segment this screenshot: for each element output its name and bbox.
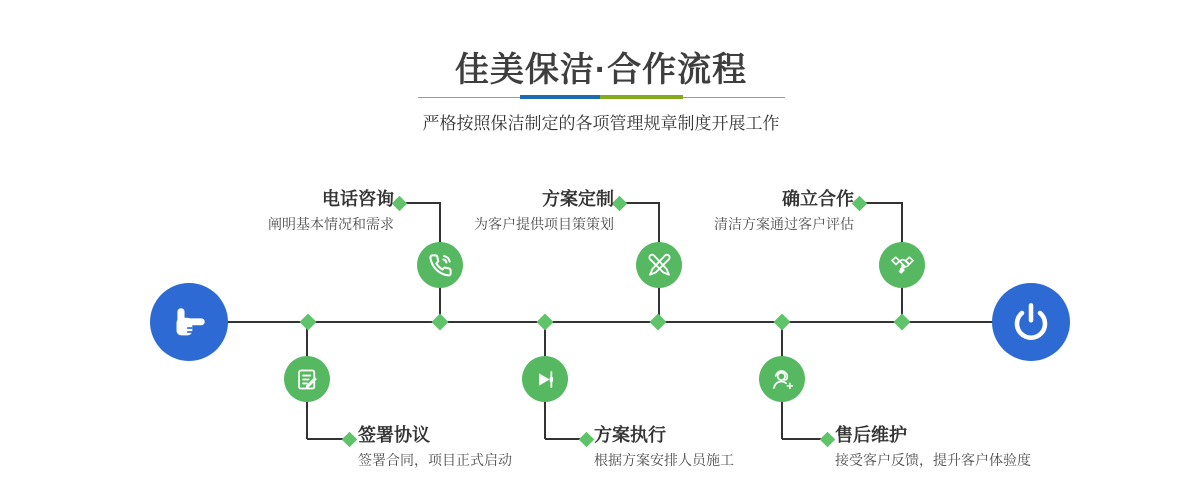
start-node [150,283,228,361]
divider-green-segment [600,95,683,99]
step-label-aftersales [835,426,1031,469]
step-desc: 接受客户反馈，提升客户体验度 [835,451,1031,468]
divider-blue-segment [520,95,600,99]
headset-plus-icon [769,366,796,393]
pointing-hand-icon [168,301,210,343]
junction-diamond [774,314,791,331]
title-divider [418,95,785,100]
end-node [992,283,1070,361]
step-circle-sign [284,356,330,402]
junction-diamond [894,314,911,331]
connector-horizontal [862,202,902,204]
junction-diamond [300,314,317,331]
step-desc: 根据方案安排人员施工 [594,451,734,468]
phone-icon [427,252,454,279]
crossed-pencils-icon [646,252,673,279]
step-circle-aftersales [759,356,805,402]
timeline-main-line [227,321,993,323]
step-title: 确立合作 [782,189,854,209]
step-desc: 清洁方案通过客户评估 [714,215,854,232]
step-title: 签署协议 [358,425,430,445]
step-label-phone [268,190,394,233]
step-circle-plan [636,242,682,288]
step-circle-cooperate [879,242,925,288]
label-diamond [820,432,836,448]
page-subtitle: 严格按照保洁制定的各项管理规章制度开展工作 [422,114,780,133]
step-circle-phone [417,242,463,288]
step-title: 售后维护 [835,425,907,445]
step-label-plan [474,190,614,233]
power-icon [1010,301,1052,343]
label-diamond [392,196,408,212]
play-slider-icon [532,366,559,393]
step-desc: 签署合同，项目正式启动 [358,451,512,468]
step-desc: 阐明基本情况和需求 [268,215,394,232]
junction-diamond [537,314,554,331]
step-title: 方案定制 [542,189,614,209]
page-title: 佳美保洁·合作流程 [454,51,748,89]
step-circle-execute [522,356,568,402]
junction-diamond [432,314,449,331]
document-pen-icon [294,366,321,393]
junction-diamond [650,314,667,331]
step-title: 方案执行 [594,425,666,445]
label-diamond [342,432,358,448]
handshake-icon [889,252,916,279]
step-label-cooperate [714,190,854,233]
step-label-execute [594,426,734,469]
step-title: 电话咨询 [322,189,394,209]
step-label-sign [358,426,512,469]
label-diamond [579,432,595,448]
label-diamond [852,196,868,212]
step-desc: 为客户提供项目策策划 [474,215,614,232]
label-diamond [612,196,628,212]
